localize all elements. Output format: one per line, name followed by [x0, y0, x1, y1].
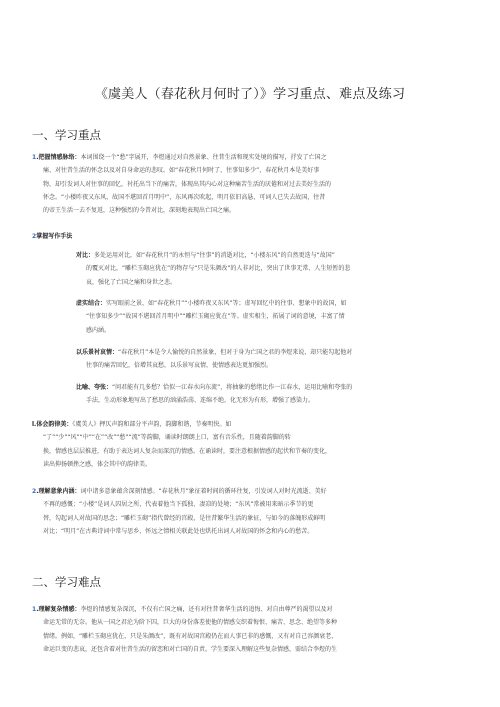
text-line: 读出抑扬顿挫之感，体会其中的韵律美。 [43, 460, 152, 468]
section-heading-key-points: 一、学习重点 [32, 128, 101, 142]
text-line: “了”“少”“风”“中”“在”“改”“愁”“流”等韵脚，诵读时朗朗上口，富有音乐性，且随着韵脚的转 [43, 434, 291, 442]
text-line: 命运巨变的悲哀，还包含着对往昔生活的留恋和对亡国的自责。学生要深入理解这些复杂情感，需结合李煜的生 [43, 645, 338, 653]
text-line: 的覆灭对比，“雕栏玉砌应犹在”的物存与“只是朱颜改”的人非对比，突出了世事无常、人生短暂的悲 [86, 265, 351, 273]
text-line: 实写眼前之景，如“春花秋月”“小楼昨夜又东风”等；虚写回忆中的往事、想象中的故国，如 [106, 300, 347, 307]
paragraph-writing-techniques [32, 230, 472, 243]
text-line: 不再的感慨；“小楼”是词人囚居之所，代表着他当下孤独、凄凉的处境；“东风”常被用来暗示季节的更 [43, 501, 314, 509]
section-heading-difficulties: 二、学习难点 [32, 575, 101, 589]
text-line: 对比；“明月”在古典诗词中常与思乡、怀远之情相关联此处也烘托出词人对故国的怀念和内心的愁苦。 [43, 527, 314, 535]
text-line: 多处运用对比，如“春花秋月”的永恒与“往事”的消逝对比，“小楼东风”的自然更迭与“故国” [94, 252, 335, 259]
text-line: “问君能有几多愁？恰似一江春水向东流”，将抽象的愁绪比作一江春水，运用比喻和夸张的 [112, 384, 353, 391]
paragraph-lead: 掌握写作手法 [36, 233, 73, 240]
text-line: 《虞美人》押仄声韵和部分平声韵，韵脚和谐，节奏明快。如 [72, 421, 232, 428]
text-line: 换，情感也层层推进，有助于表达词人复杂而深沉的情感。在诵读时，要注意根据情感的起伏和节奏的变化， [43, 447, 332, 455]
item-heading: 比喻、夸张： [76, 384, 113, 391]
paragraph-number: 2 [32, 488, 37, 495]
document-title: 《虞美人（春花秋月何时了）》学习重点、难点及练习 [94, 87, 406, 102]
paragraph-number: 1 [32, 154, 37, 161]
text-line: 往事的痛苦回忆，倍增其哀愁，以乐景写哀情，使情感表达更加强烈。 [86, 362, 273, 370]
paragraph-lead: .理解复杂情感： [36, 606, 81, 613]
text-line: 本词围绕一个“愁”字展开，李煜通过对自然景象、往昔生活和现实处境的描写，抒发了亡国之 [80, 154, 327, 161]
text-line: 怀念。“小楼昨夜又东风，故国不堪回首月明中”，东风再次吹起，明月依旧高悬，可词人已失去故国，往昔 [43, 193, 326, 201]
paragraph-rhythm [32, 418, 472, 471]
paragraph-imagery [32, 485, 472, 538]
text-line: 李煜的情感复杂深沉，不仅有亡国之痛，还有对往昔奢华生活的追悔、对自由尊严的渴望以及对 [80, 606, 333, 613]
text-line: 命运无常的无奈。他从一国之君沦为阶下囚，巨大的身份落差使他的情感交织着悔恨、痛苦、思念、绝望等多种 [43, 619, 338, 627]
item-heading: 对比： [76, 252, 95, 259]
text-line: 手法，生动形象地写出了愁思的汹涌浩荡、连绵不绝，化无形为有形，增强了感染力。 [86, 397, 315, 405]
text-line: 痛、对往昔生活的怀念以及对自身命运的悲叹。如“春花秋月何时了，往事知多少”，春花秋月本是美好事 [43, 167, 320, 175]
text-line: 哀，强化了亡国之痛和身世之悲。 [86, 278, 177, 286]
text-line: “春花秋月”本是令人愉悦的自然景象，但对于身为亡国之君的李煜来说，却只能勾起他对 [118, 349, 353, 356]
paragraph-lead: .把握情感脉络： [36, 154, 81, 161]
item-contrast [76, 249, 476, 289]
paragraph-number: 1 [32, 606, 37, 613]
item-metaphor [76, 381, 476, 408]
text-line: 物，却引发词人对往事的回忆，衬托出当下的痛苦，体现出其内心对这种痛苦生活的厌倦和对过去美好生活的 [43, 180, 332, 188]
text-line: 情绪。例如，“雕栏玉砌应犹在，只是朱颜改”，既有对故国宫殿仍在而人事已非的感慨，又有对自己容颜衰老、 [43, 632, 338, 640]
text-line: 替，勾起词人对故国的思念；“雕栏玉砌”指代曾经的宫殿，是往昔繁华生活的象征，与如今的落魄形成鲜明 [43, 514, 326, 522]
item-heading: 虚实结合： [76, 300, 107, 307]
paragraph-complex-emotion [32, 603, 472, 656]
item-heading: 以乐景衬哀情： [76, 349, 119, 356]
text-line: “往事知多少”“故国不堪回首月明中”“雕栏玉砌应犹在”等。虚实相生，拓展了词的意境，丰富了情 [86, 313, 345, 321]
text-line: 词中诸多意象蕴含深刻情感。“春花秋月”象征着时间的循环往复，引发词人对时光流逝、美好 [80, 488, 327, 495]
text-line: 的帝王生活一去不复返，这种强烈的今昔对比，深刻地表现出亡国之痛。 [43, 207, 236, 215]
item-joyful-scene [76, 346, 476, 373]
paragraph-lead: .理解意象内涵： [36, 488, 81, 495]
paragraph-emotion [32, 151, 472, 217]
paragraph-number: 2 [32, 233, 37, 240]
text-line: 感内涵。 [86, 326, 111, 334]
item-real-virtual [76, 297, 476, 337]
paragraph-lead: l.体会韵律美： [32, 421, 73, 428]
